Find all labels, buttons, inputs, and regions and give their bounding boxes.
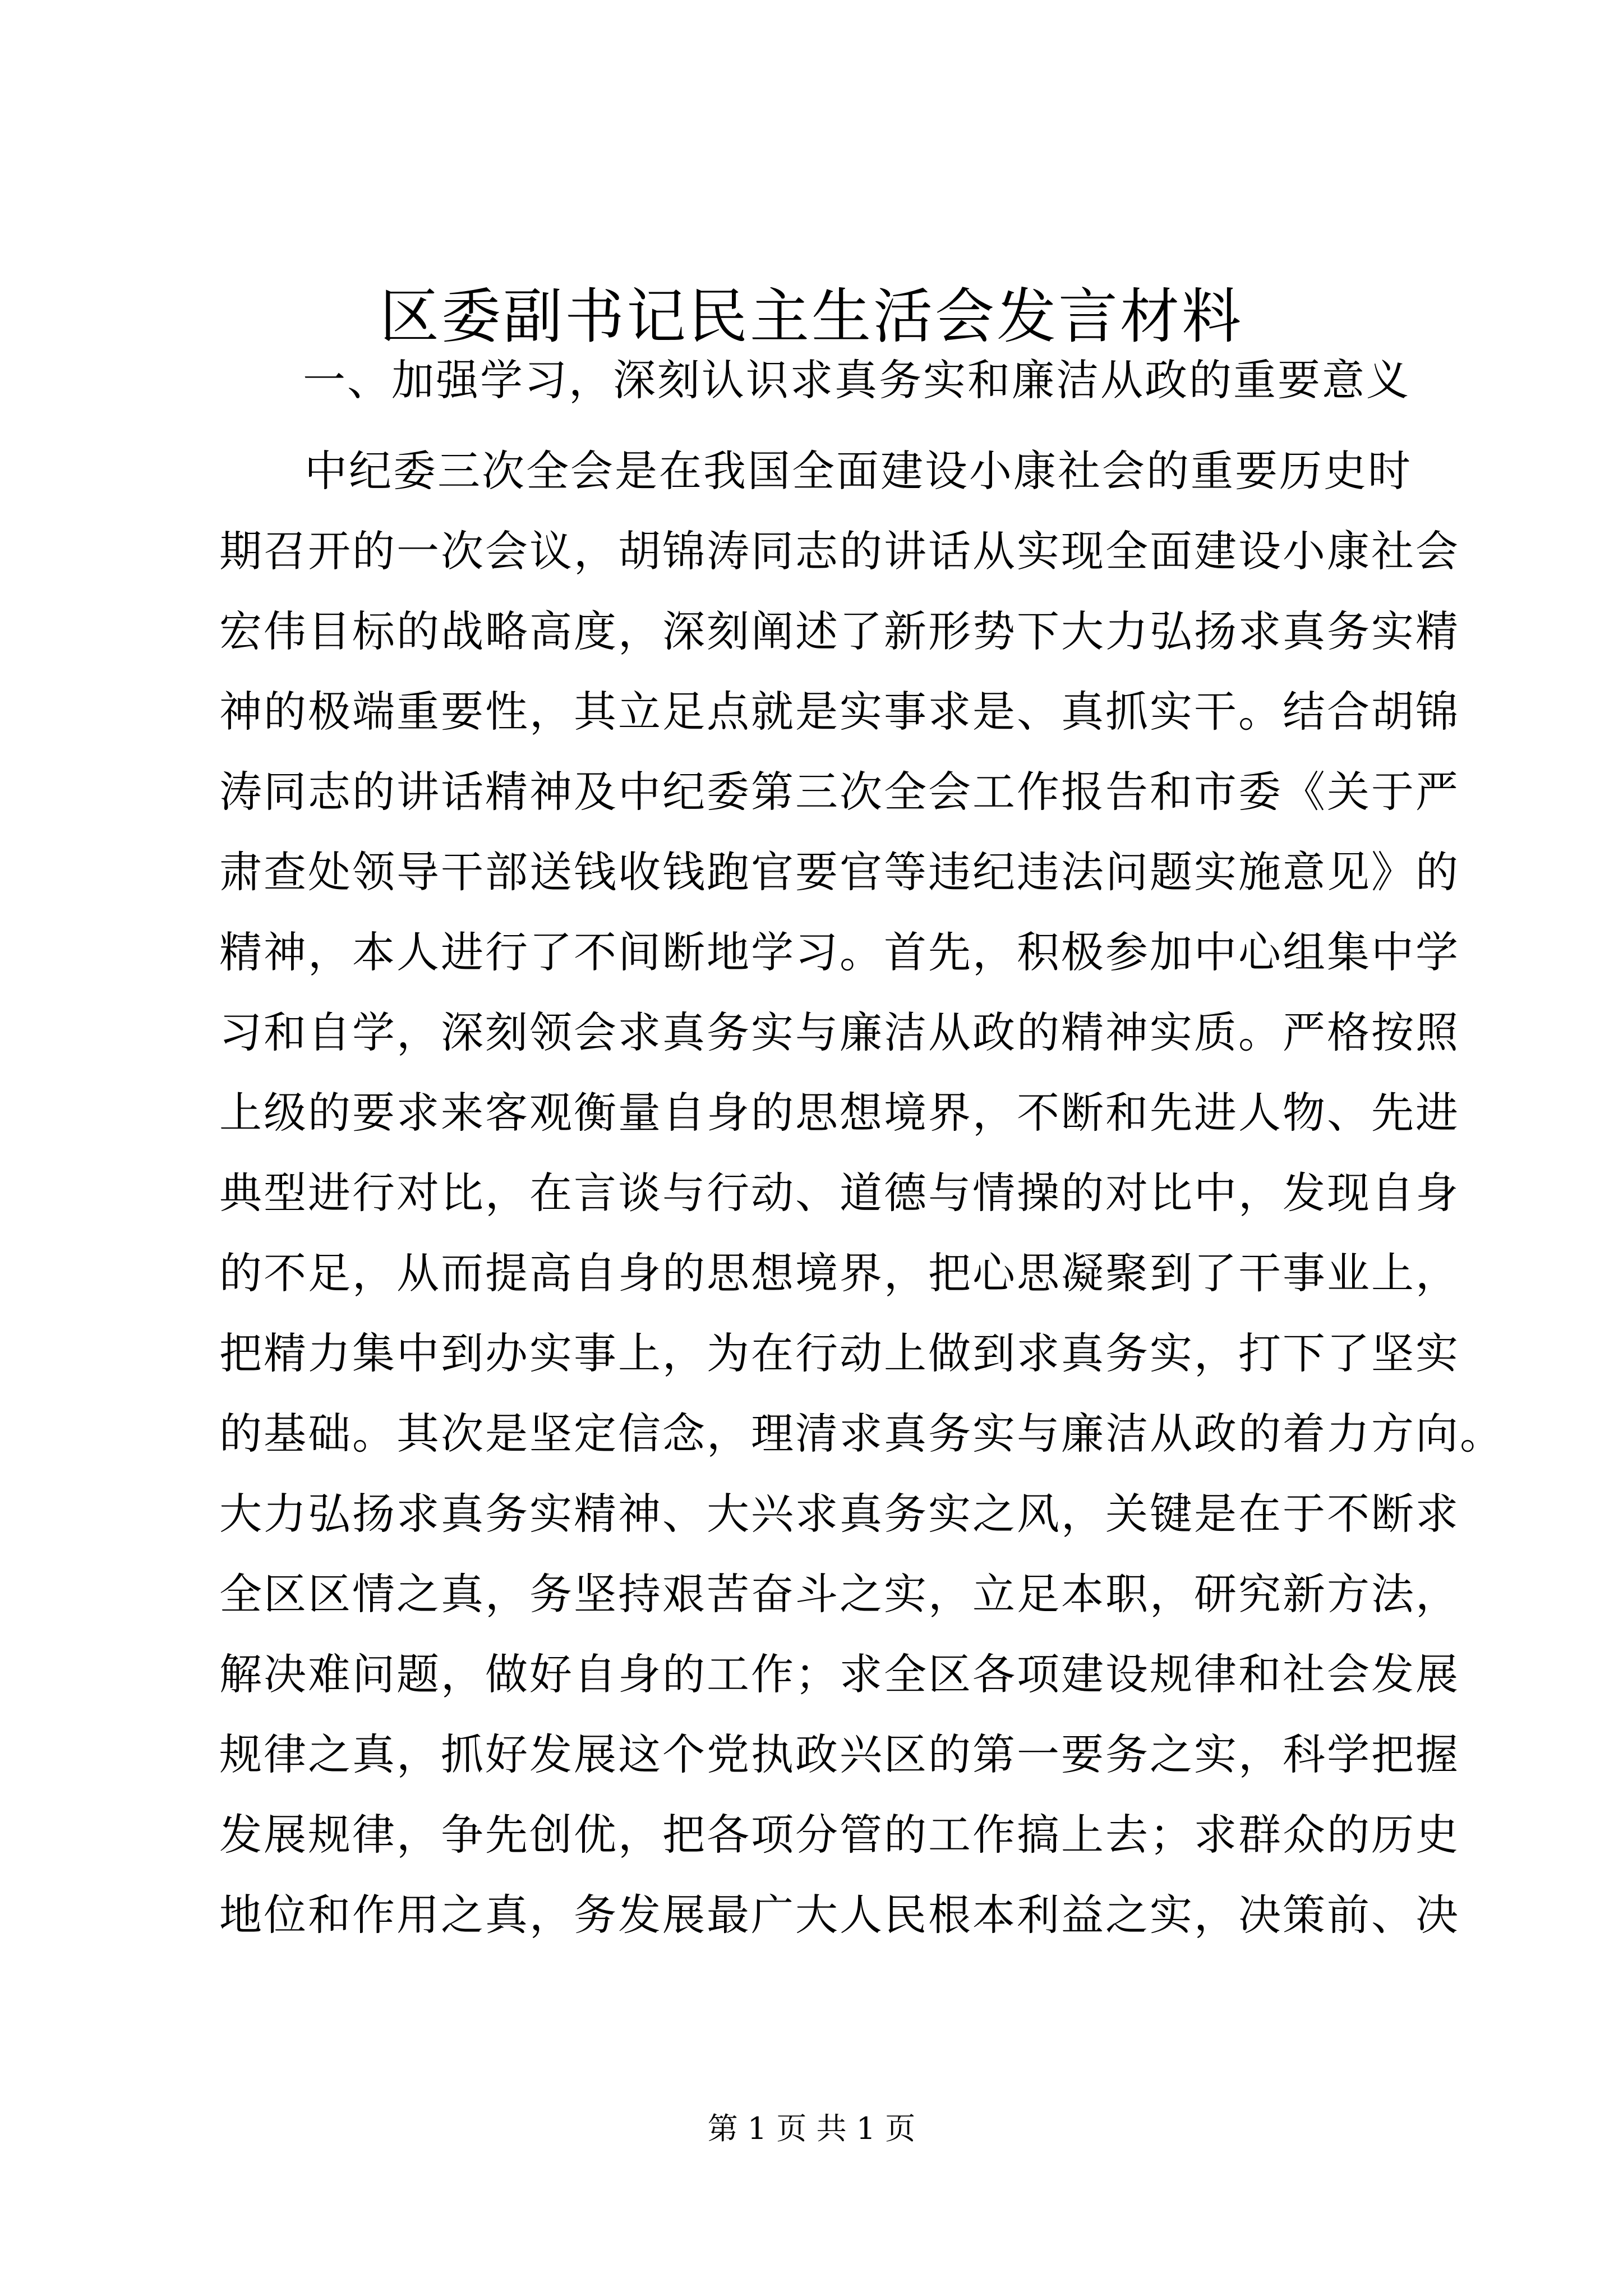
- body-line: 发展规律，争先创优，把各项分管的工作搞上去；求群众的历史: [219, 1810, 1460, 1860]
- body-line: 期召开的一次会议，胡锦涛同志的讲话从实现全面建设小康社会: [219, 526, 1460, 576]
- document-title: 区委副书记民主生活会发言材料: [380, 282, 1243, 351]
- body-line: 宏伟目标的战略高度，深刻阐述了新形势下大力弘扬求真务实精: [219, 606, 1460, 656]
- body-line: 把精力集中到办实事上，为在行动上做到求真务实，打下了坚实: [219, 1328, 1460, 1378]
- body-line: 规律之真，抓好发展这个党执政兴区的第一要务之实，科学把握: [219, 1729, 1460, 1779]
- body-line: 涛同志的讲话精神及中纪委第三次全会工作报告和市委《关于严: [219, 767, 1460, 817]
- body-text: [219, 431, 1504, 1955]
- body-line: 的不足，从而提高自身的思想境界，把心思凝聚到了干事业上，: [219, 1248, 1460, 1298]
- body-line: 全区区情之真，务坚持艰苦奋斗之实，立足本职，研究新方法，: [219, 1569, 1460, 1619]
- body-line: 神的极端重要性，其立足点就是实事求是、真抓实干。结合胡锦: [219, 687, 1460, 737]
- body-line: 习和自学，深刻领会求真务实与廉洁从政的精神实质。严格按照: [219, 1007, 1460, 1057]
- body-line: 中纪委三次全会是在我国全面建设小康社会的重要历史时: [305, 446, 1412, 496]
- body-line: 解决难问题，做好自身的工作；求全区各项建设规律和社会发展: [219, 1649, 1460, 1699]
- page-footer: 第 1 页 共 1 页: [707, 2111, 916, 2146]
- body-line: 精神，本人进行了不间断地学习。首先，积极参加中心组集中学: [219, 927, 1460, 977]
- body-line: 地位和作用之真，务发展最广大人民根本利益之实，决策前、决: [219, 1890, 1460, 1940]
- body-line: 上级的要求来客观衡量自身的思想境界，不断和先进人物、先进: [219, 1088, 1460, 1138]
- body-line: 典型进行对比，在言谈与行动、道德与情操的对比中，发现自身: [219, 1168, 1460, 1218]
- section-heading: 一、加强学习，深刻认识求真务实和廉洁从政的重要意义: [303, 355, 1410, 405]
- body-line: 肃查处领导干部送钱收钱跑官要官等违纪违法问题实施意见》的: [219, 847, 1460, 897]
- body-line: 大力弘扬求真务实精神、大兴求真务实之风，关键是在于不断求: [219, 1489, 1460, 1539]
- body-line: 的基础。其次是坚定信念，理清求真务实与廉洁从政的着力方向。: [219, 1409, 1504, 1458]
